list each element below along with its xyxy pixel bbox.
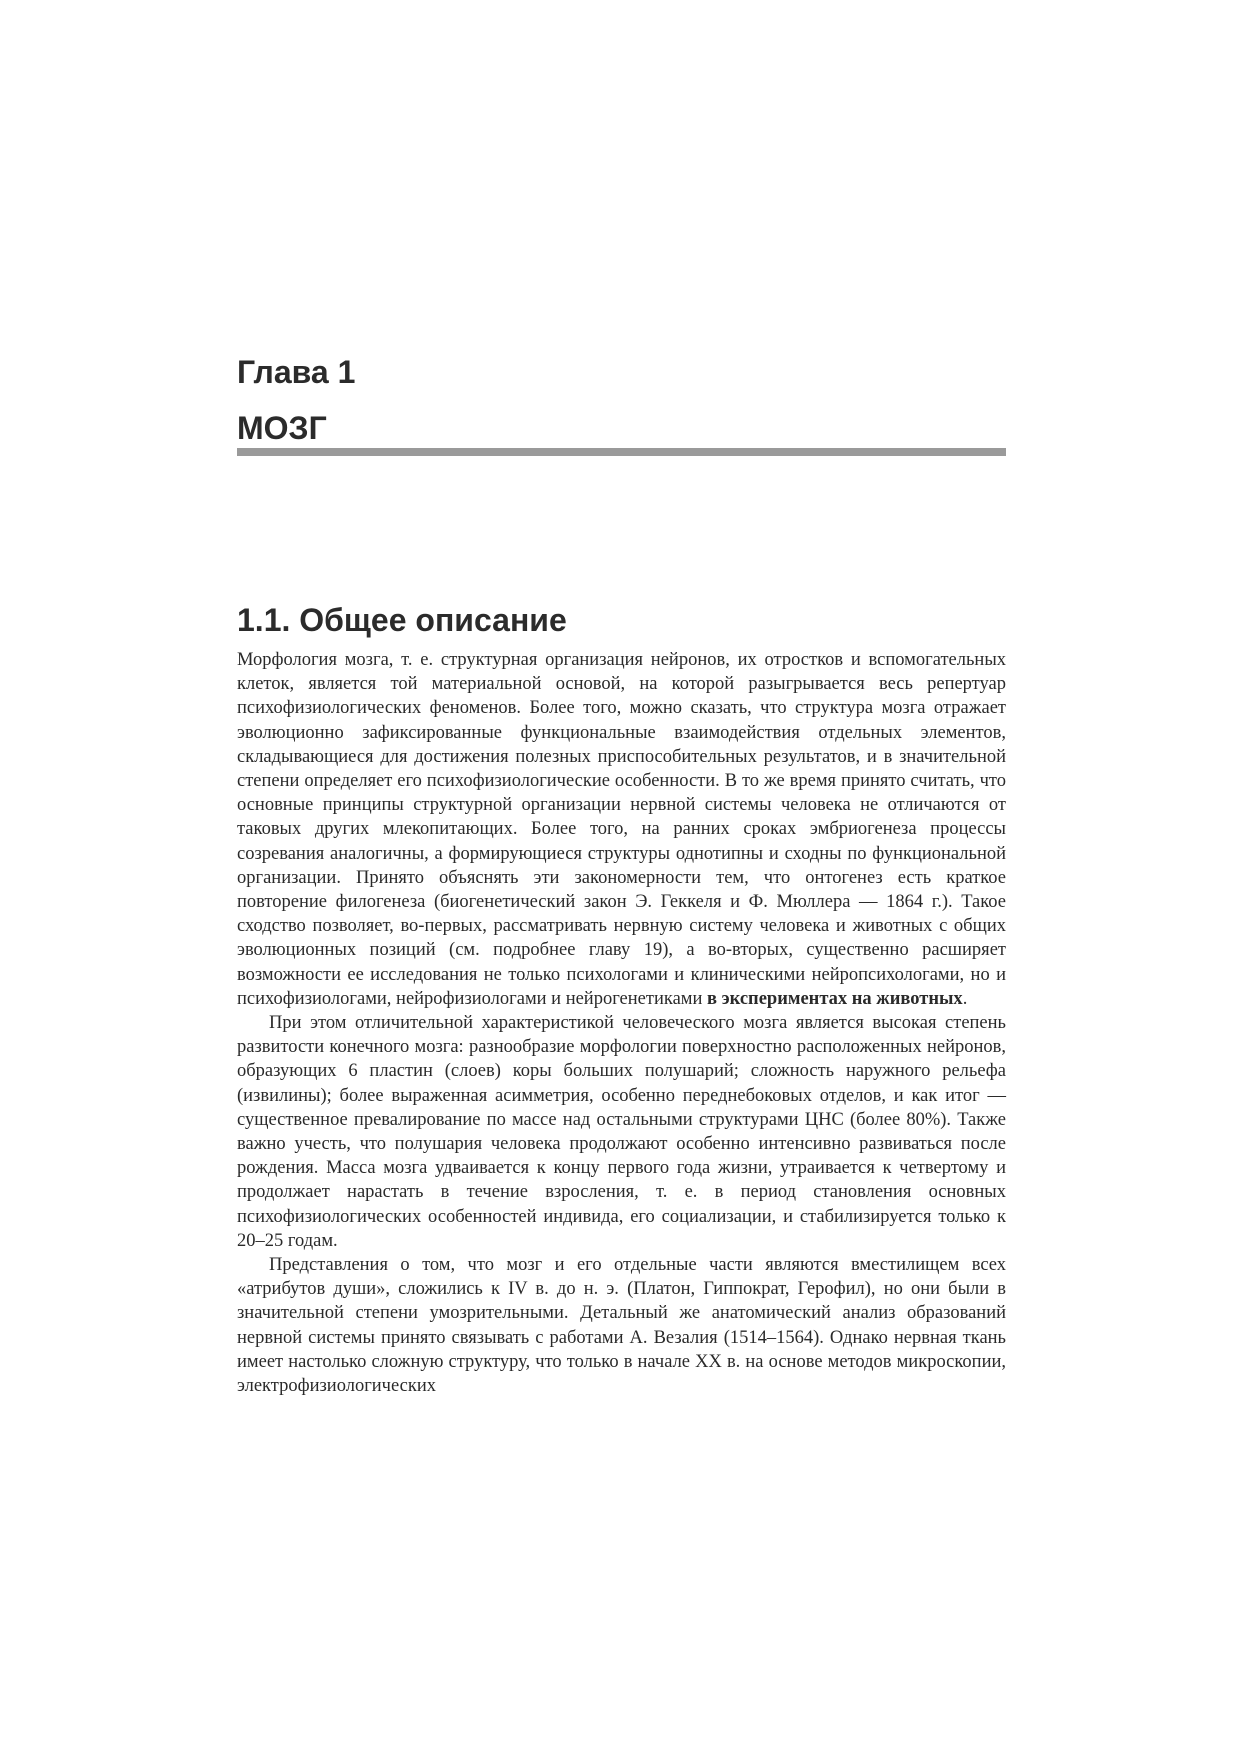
section-heading: 1.1. Общее описание	[237, 602, 567, 638]
chapter-divider	[237, 448, 1006, 456]
body-text	[237, 648, 1006, 1398]
paragraph-3: Представления о том, что мозг и его отдельные части являются вместилищем всех «атрибутов души», сложились к IV в. до н. э. (Платон, Гиппократ, Герофил), но они были в значительной степени умозрительными. Детальный же анатомический анализ образований нервной системы принято связывать с работами А. Везалия (1514–1564). Однако нервная ткань имеет настолько сложную структуру, что только в начале XX в. на основе методов микроскопии, электрофизиологических	[237, 1255, 1006, 1397]
paragraph-1-end: .	[962, 988, 968, 1009]
chapter-label: Глава 1	[237, 354, 356, 390]
paragraph-1	[237, 648, 1006, 1011]
paragraph-1-text: Морфология мозга, т. е. структурная организация нейронов, их отростков и вспомогательных клеток, является той материальной основой, на которой разыгрывается весь репертуар психофизиологических феноменов. Более того, можно сказать, что структура мозга отражает эволюционно зафиксированные функциональные взаимодействия отдельных элементов, складывающиеся для достижения полезных приспособительных результатов, и в значительной степени определяет его психофизиологические особенности. В то же время принято считать, что основные принципы структурной организации нервной системы человека не отличаются от таковых других млекопитающих. Более того, на ранних сроках эмбриогенеза процессы созревания аналогичны, а формирующиеся структуры однотипны и сходны по функциональной организации. Принято объяснять эти закономерности тем, что онтогенез есть краткое повторение филогенеза (биогенетический закон Э. Геккеля и Ф. Мюллера — 1864 г.). Такое сходство позволяет, во-первых, рассматривать нервную систему человека и животных с общих эволюционных позиций (см. подробнее главу 19), а во-вторых, существенно расширяет возможности ее исследования не только психологами и клиническими нейропсихологами, но и психофизиологами, нейрофизиологами и нейрогенетиками	[237, 650, 1006, 1009]
paragraph-1-bold-phrase: в экспериментах на животных	[707, 988, 963, 1009]
chapter-title: МОЗГ	[237, 410, 327, 446]
paragraph-2: При этом отличительной характеристикой человеческого мозга является высокая степень развитости конечного мозга: разнообразие морфологии поверхностно расположенных нейронов, образующих 6 пластин (слоев) коры больших полушарий; сложность наружного рельефа (извилины); более выраженная асимметрия, особенно переднебоковых отделов, и как итог — существенное превалирование по массе над остальными структурами ЦНС (более 80%). Также важно учесть, что полушария человека продолжают особенно интенсивно развиваться после рождения. Масса мозга удваивается к концу первого года жизни, утраивается к четвертому и продолжает нарастать в течение взросления, т. е. в период становления основных психофизиологических особенностей индивида, его социализации, и стабилизируется только к 20–25 годам.	[237, 1013, 1006, 1251]
